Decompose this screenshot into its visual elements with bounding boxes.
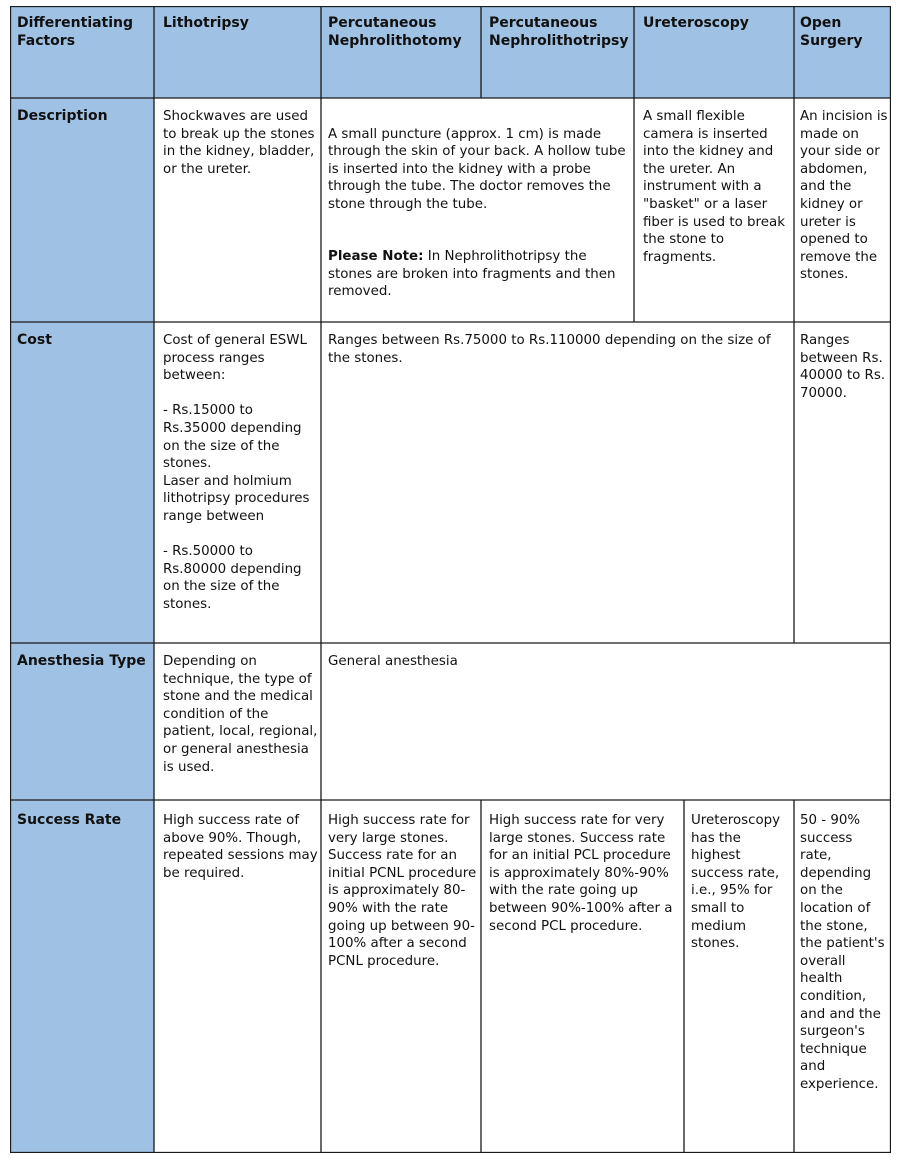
comparison-table xyxy=(10,6,891,1153)
description-lithotripsy: Shockwaves are used to break up the stones in the kidney, bladder, or the ureter. xyxy=(163,109,315,177)
header-percutaneous-nephrolithotomy: Percutaneous Nephrolithotomy xyxy=(328,15,462,49)
description-percutaneous-note xyxy=(328,248,630,301)
label-column-fill xyxy=(10,98,154,1153)
description-percutaneous-text: A small puncture (approx. 1 cm) is made through the skin of your back. A hollow tube is inserted into the kidney with a probe through the tube. The doctor removes the stone through the tube. xyxy=(328,126,626,212)
row-label-description: Description xyxy=(17,108,108,124)
header-percutaneous-nephrolithotripsy: Percutaneous Nephrolithotripsy xyxy=(489,15,629,49)
header-lithotripsy: Lithotripsy xyxy=(163,15,249,31)
anesthesia-lithotripsy: Depending on technique, the type of stone and the medical condition of the patient, local, regional, or general anesthesia is used. xyxy=(163,654,318,775)
cost-lithotripsy: Cost of general ESWL process ranges between: - Rs.15000 to Rs.35000 depending on the size of the stones. Laser and holmium lithotripsy procedures range between - Rs.50000 to Rs.80000 depending on the size of the stones. xyxy=(163,333,310,612)
description-percutaneous xyxy=(328,108,630,319)
description-open-surgery: An incision is made on your side or abdomen, and the kidney or ureter is opened to remove the stones. xyxy=(800,109,888,283)
description-ureteroscopy: A small flexible camera is inserted into the kidney and the ureter. An instrument with a "basket" or a laser fiber is used to break the stone to fragments. xyxy=(643,109,785,265)
header-ureteroscopy: Ureteroscopy xyxy=(643,15,749,31)
please-note-label: Please Note: xyxy=(328,249,424,265)
cost-open-surgery: Ranges between Rs. 40000 to Rs. 70000. xyxy=(800,333,886,401)
cost-percutaneous-and-ureteroscopy: Ranges between Rs.75000 to Rs.110000 depending on the size of the stones. xyxy=(328,333,771,366)
header-open-surgery: Open Surgery xyxy=(800,15,863,49)
success-nephrolithotomy: High success rate for very large stones. Success rate for an initial PCNL procedure is approximately 80-90% with the rate going up between 90-100% after a second PCNL procedure. xyxy=(328,813,477,969)
row-label-anesthesia-type: Anesthesia Type xyxy=(17,653,146,669)
success-ureteroscopy: Ureteroscopy has the highest success rate, i.e., 95% for small to medium stones. xyxy=(691,813,781,952)
row-label-success-rate: Success Rate xyxy=(17,812,122,828)
success-open-surgery: 50 - 90% success rate, depending on the location of the stone, the patient's overall health condition, and and the surgeon's technique and experience. xyxy=(800,813,885,1092)
success-nephrolithotripsy: High success rate for very large stones. Success rate for an initial PCL procedure is approximately 80%-90% with the rate going up between 90%-100% after a second PCL procedure. xyxy=(489,813,673,934)
success-lithotripsy: High success rate of above 90%. Though, repeated sessions may be required. xyxy=(163,813,318,881)
row-label-cost: Cost xyxy=(17,332,52,348)
anesthesia-others: General anesthesia xyxy=(328,654,458,669)
please-note-text: In Nephrolithotripsy the stones are broken into fragments and then removed. xyxy=(328,249,616,300)
header-differentiating-factors: Differentiating Factors xyxy=(17,15,134,49)
